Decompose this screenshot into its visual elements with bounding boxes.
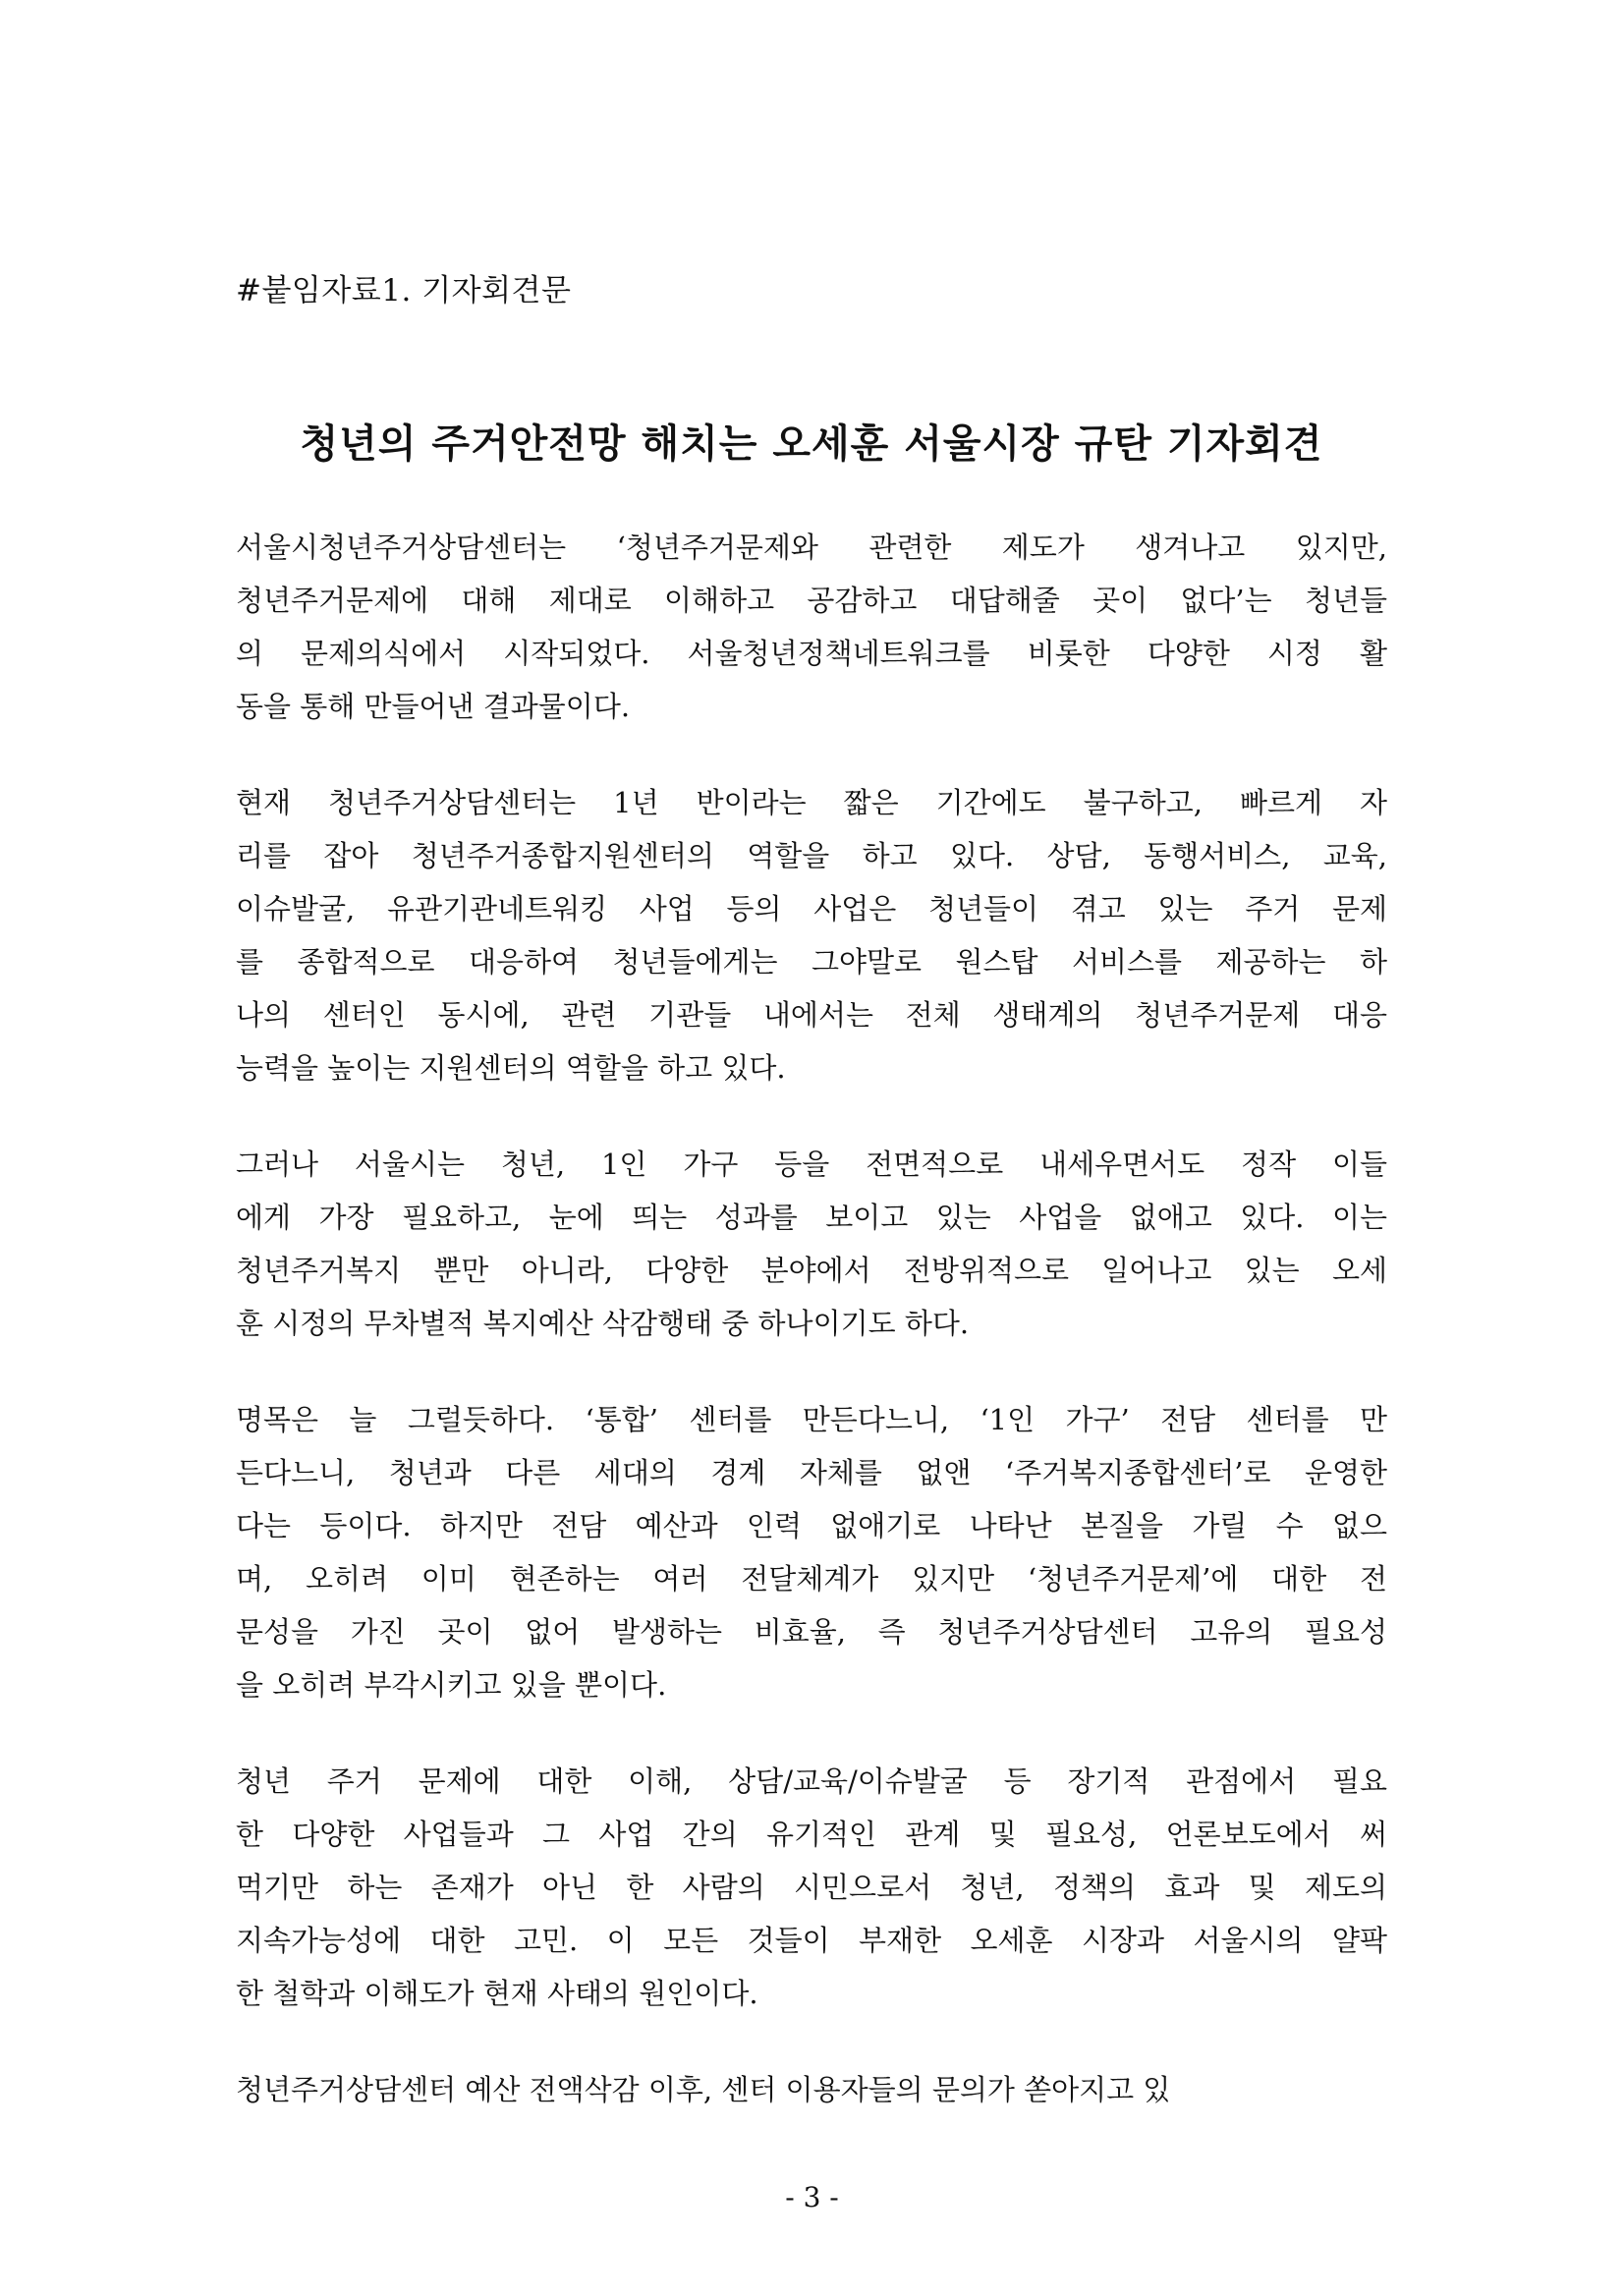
paragraph-line: 청년주거복지 뿐만 아니라, 다양한 분야에서 전방위적으로 일어나고 있는 오세 bbox=[236, 1254, 1387, 1287]
paragraph-line: 을 오히려 부각시키고 있을 뿐이다. bbox=[236, 1668, 667, 1702]
paragraph-line: 명목은 늘 그럴듯하다. ‘통합’ 센터를 만든다느니, ‘1인 가구’ 전담 센터를 만 bbox=[236, 1403, 1387, 1436]
paragraph-line: 그러나 서울시는 청년, 1인 가구 등을 전면적으로 내세우면서도 정작 이들 bbox=[236, 1148, 1387, 1181]
paragraph bbox=[236, 521, 1387, 733]
paragraph-line: 나의 센터인 동시에, 관련 기관들 내에서는 전체 생태계의 청년주거문제 대응 bbox=[236, 998, 1387, 1032]
paragraph-line: 한 철학과 이해도가 현재 사태의 원인이다. bbox=[236, 1977, 758, 2010]
paragraph-line: 리를 잡아 청년주거종합지원센터의 역할을 하고 있다. 상담, 동행서비스, 교육, bbox=[236, 839, 1387, 872]
paragraph-line: 먹기만 하는 존재가 아닌 한 사람의 시민으로서 청년, 정책의 효과 및 제도의 bbox=[236, 1871, 1387, 1904]
paragraph-line: 문성을 가진 곳이 없어 발생하는 비효율, 즉 청년주거상담센터 고유의 필요성 bbox=[236, 1615, 1387, 1649]
paragraph-line: 한 다양한 사업들과 그 사업 간의 유기적인 관계 및 필요성, 언론보도에서 써 bbox=[236, 1818, 1387, 1851]
page-number: - 3 - bbox=[785, 2181, 839, 2213]
paragraph-line: 서울시청년주거상담센터는 ‘청년주거문제와 관련한 제도가 생겨나고 있지만, bbox=[236, 531, 1387, 564]
paragraph bbox=[236, 1393, 1387, 1711]
paragraph-line: 현재 청년주거상담센터는 1년 반이라는 짧은 기간에도 불구하고, 빠르게 자 bbox=[236, 786, 1387, 819]
paragraph-line: 를 종합적으로 대응하여 청년들에게는 그야말로 원스탑 서비스를 제공하는 하 bbox=[236, 945, 1387, 979]
paragraph-line: 청년주거상담센터 예산 전액삭감 이후, 센터 이용자들의 문의가 쏟아지고 있 bbox=[236, 2073, 1171, 2106]
document-body bbox=[236, 521, 1387, 2159]
paragraph bbox=[236, 1138, 1387, 1350]
paragraph bbox=[236, 2063, 1387, 2116]
paragraph-line: 든다느니, 청년과 다른 세대의 경계 자체를 없앤 ‘주거복지종합센터’로 운영한 bbox=[236, 1456, 1387, 1489]
paragraph-line: 의 문제의식에서 시작되었다. 서울청년정책네트워크를 비롯한 다양한 시정 활 bbox=[236, 637, 1387, 670]
paragraph-line: 다는 등이다. 하지만 전담 예산과 인력 없애기로 나타난 본질을 가릴 수 없으 bbox=[236, 1509, 1387, 1542]
paragraph-line: 며, 오히려 이미 현존하는 여러 전달체계가 있지만 ‘청년주거문제’에 대한 전 bbox=[236, 1562, 1387, 1596]
paragraph bbox=[236, 776, 1387, 1094]
paragraph-line: 훈 시정의 무차별적 복지예산 삭감행태 중 하나이기도 하다. bbox=[236, 1307, 970, 1340]
paragraph-line: 지속가능성에 대한 고민. 이 모든 것들이 부재한 오세훈 시장과 서울시의 얄팍 bbox=[236, 1924, 1387, 1957]
paragraph bbox=[236, 1755, 1387, 2020]
paragraph-line: 동을 통해 만들어낸 결과물이다. bbox=[236, 690, 631, 723]
paragraph-line: 청년 주거 문제에 대한 이해, 상담/교육/이슈발굴 등 장기적 관점에서 필요 bbox=[236, 1764, 1387, 1798]
document-title: 청년의 주거안전망 해치는 오세훈 서울시장 규탄 기자회견 bbox=[300, 420, 1323, 467]
paragraph-line: 청년주거문제에 대해 제대로 이해하고 공감하고 대답해줄 곳이 없다’는 청년들 bbox=[236, 584, 1387, 617]
paragraph-line: 에게 가장 필요하고, 눈에 띄는 성과를 보이고 있는 사업을 없애고 있다. 이는 bbox=[236, 1201, 1387, 1234]
paragraph-line: 능력을 높이는 지원센터의 역할을 하고 있다. bbox=[236, 1051, 786, 1085]
paragraph-line: 이슈발굴, 유관기관네트워킹 사업 등의 사업은 청년들이 겪고 있는 주거 문제 bbox=[236, 892, 1387, 925]
attachment-label: #붙임자료1. 기자회견문 bbox=[236, 273, 572, 308]
